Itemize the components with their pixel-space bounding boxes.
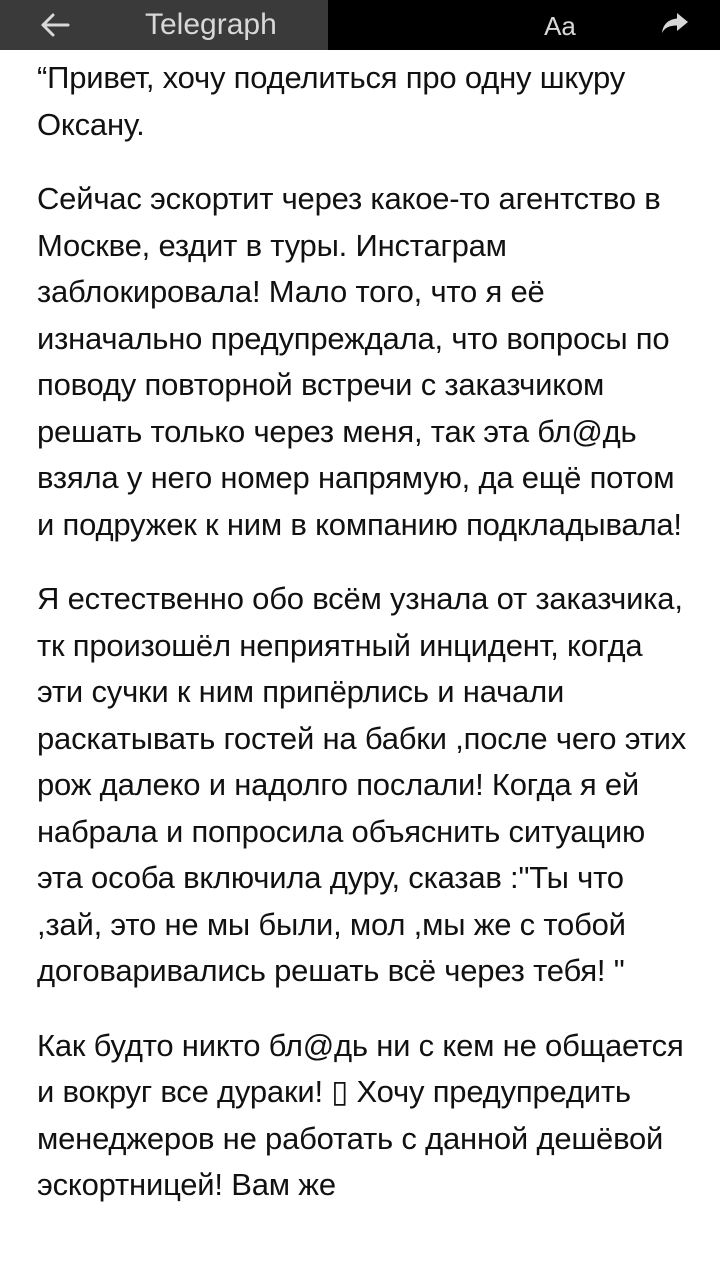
header-title-area	[0, 0, 328, 50]
article-paragraph: Я естественно обо всём узнала от заказчика, тк произошёл неприятный инцидент, когда эти сучки к ним припёрлись и начали раскатывать гостей на бабки ,после чего этих рож далеко и надолго послали! Когда я ей набрала и попросила объяснить ситуацию эта особа включила дуру, сказав :"Ты что ,зай, это не мы были, мол ,мы же с тобой договаривались решать всё через тебя! "	[37, 581, 687, 988]
back-button[interactable]	[0, 0, 110, 50]
share-button[interactable]	[645, 0, 705, 50]
article-paragraph: “Привет, хочу поделиться про одну шкуру Оксану.	[37, 60, 626, 142]
font-size-button[interactable]: Aa	[544, 11, 576, 41]
article-paragraph: Сейчас эскортит через какое-то агентство в Москве, ездит в туры. Инстаграм заблокировала! Мало того, что я её изначально предупреждала, что вопросы по поводу повторной встречи с заказчиком решать только через меня, так эта бл@дь взяла у него номер напрямую, да ещё потом и подружек к ним в компанию подкладывала!	[37, 181, 682, 542]
top-app-bar	[0, 0, 720, 50]
arrow-left-icon	[40, 13, 70, 37]
share-arrow-icon	[660, 11, 690, 40]
article-body	[37, 55, 687, 1237]
page-title: Telegraph	[145, 8, 277, 41]
article-paragraph: Как будто никто бл@дь ни с кем не общается и вокруг все дураки! ▯ Хочу предупредить менеджеров не работать с данной дешёвой эскортницей! Вам же	[37, 1027, 684, 1202]
